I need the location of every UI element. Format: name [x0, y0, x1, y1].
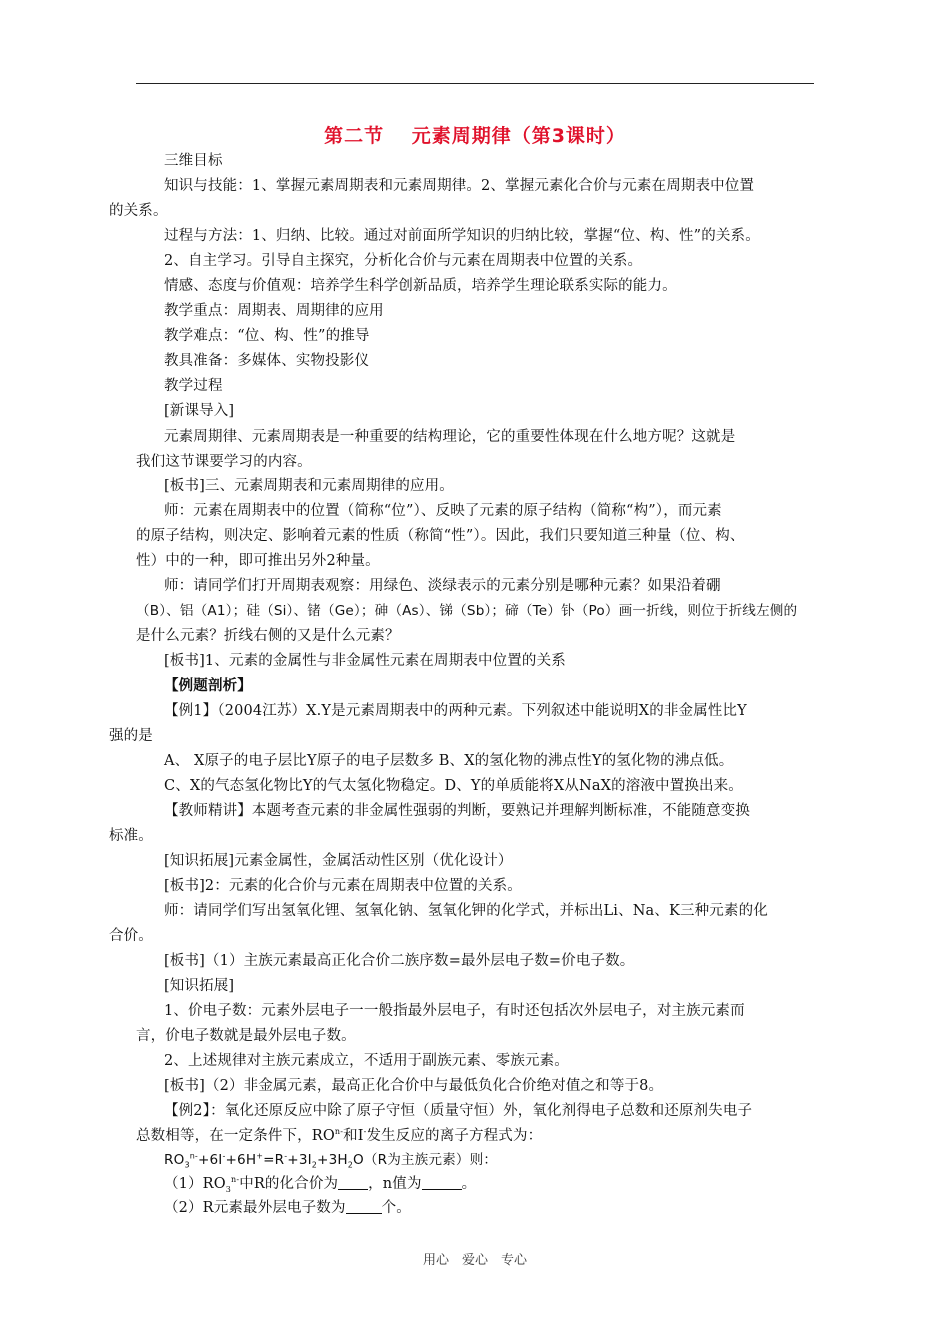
text-line: 过程与方法：1、归纳、比较。通过对前面所学知识的归纳比较，掌握“位、构、性”的关系。 — [164, 228, 760, 244]
question-line: $(1)RO_3^{n-}$中R的化合价为 ，n值为 。 — [164, 1175, 477, 1194]
answer-blank[interactable] — [422, 1175, 462, 1190]
question-line: （2）R元素最外层电子数为 个。 — [164, 1200, 411, 1216]
text-line: 我们这节课要学习的内容。 — [136, 454, 312, 470]
text-line: 【例1】（2004江苏）X.Y是元素周期表中的两种元素。下列叙述中能说明X的非金属性比Y — [164, 703, 747, 719]
text-line: [板书]2：元素的化合价与元素在周期表中位置的关系。 — [164, 878, 522, 894]
text-line: 【例2】：氧化还原反应中除了原子守恒（质量守恒）外，氧化剂得电子总数和还原剂失电子 — [164, 1103, 753, 1119]
text-line: 的原子结构，则决定、影响着元素的性质（称简“性”）。因此，我们只要知道三种量（位、构、 — [136, 528, 745, 544]
text-line: 的关系。 — [109, 203, 168, 219]
text-line: 元素周期律、元素周期表是一种重要的结构理论，它的重要性体现在什么地方呢？这就是 — [164, 429, 736, 445]
header-rule — [136, 83, 814, 84]
equation-line: $RO_3^{n-}+6I^-+6H^+=R^-+3I_2+3H_2O(R$为主族元素）则： — [164, 1151, 498, 1170]
text-line: 教具准备：多媒体、实物投影仪 — [164, 353, 370, 369]
text-line: 知识与技能：1、掌握元素周期表和元素周期律。2、掌握元素化合价与元素在周期表中位置 — [164, 178, 755, 194]
text-line: [知识拓展] — [164, 978, 235, 994]
text-line: 教学重点：周期表、周期律的应用 — [164, 303, 384, 319]
text-line: [新课导入] — [164, 403, 235, 419]
text-line: 教学难点：“位、构、性”的推导 — [164, 328, 370, 344]
text-line: 总数相等，在一定条件下，$RO^{n-}$和I-发生反应的离子方程式为： — [136, 1127, 543, 1144]
text-line: 2、自主学习。引导自主探究，分析化合价与元素在周期表中位置的关系。 — [164, 253, 643, 269]
text-line: 师：元素在周期表中的位置（简称“位”）、反映了元素的原子结构（简称“构”），而元素 — [164, 503, 722, 519]
text-line: 【教师精讲】本题考查元素的非金属性强弱的判断，要熟记并理解判断标准，不能随意变换 — [164, 803, 750, 819]
text-line: C、X的气态氢化物比Y的气太氢化物稳定。D、Y的单质能将X从NaX的溶液中置换出来。 — [164, 778, 743, 794]
text-line: 言，价电子数就是最外层电子数。 — [136, 1028, 356, 1044]
text-line: 合价。 — [109, 928, 153, 944]
text-line: 三维目标 — [164, 153, 223, 169]
text-line: 是什么元素？折线右侧的又是什么元素？ — [136, 628, 400, 644]
text-line: 【例题剖析】 — [164, 677, 252, 694]
text-line: 2、上述规律对主族元素成立，不适用于副族元素、零族元素。 — [164, 1053, 569, 1069]
text-line: 教学过程 — [164, 378, 223, 394]
text-line: [板书]（1）主族元素最高正化合价二族序数=最外层电子数=价电子数。 — [164, 953, 635, 969]
text-line: 性）中的一种，即可推出另外2种量。 — [136, 553, 380, 569]
text-line: 情感、态度与价值观：培养学生科学创新品质，培养学生理论联系实际的能力。 — [164, 278, 677, 294]
text-line: [板书]（2）非金属元素，最高正化合价中与最低负化合价绝对值之和等于8。 — [164, 1078, 664, 1094]
page-footer: 用心 爱心 专心 — [422, 1253, 527, 1268]
text-line: 师：请同学们写出氢氧化锂、氢氧化钠、氢氧化钾的化学式，并标出Li、Na、K三种元素的化 — [164, 903, 768, 919]
text-line: [板书]1、元素的金属性与非金属性元素在周期表中位置的关系 — [164, 653, 566, 669]
page-title: 第二节 元素周期律（第3课时） — [324, 125, 626, 147]
answer-blank[interactable] — [338, 1175, 368, 1190]
text-line: [知识拓展]元素金属性，金属活动性区别（优化设计） — [164, 853, 513, 869]
text-line: 师：请同学们打开周期表观察：用绿色、淡绿表示的元素分别是哪种元素？如果沿着硼 — [164, 578, 721, 594]
text-line: A、 X原子的电子层比Y原子的电子层数多 B、X的氢化物的沸点性Y的氢化物的沸点低。 — [164, 753, 734, 769]
text-line: 强的是 — [109, 728, 153, 744]
text-line: （B）、铝（A1）；硅（Si）、锗（Ge）；砷（As）、锑（Sb）；碲（Te）钋（Po）画一折线，则位于折线左侧的 — [136, 603, 798, 619]
text-line: [板书]三、元素周期表和元素周期律的应用。 — [164, 478, 454, 494]
answer-blank[interactable] — [346, 1199, 382, 1214]
text-line: 1、价电子数：元素外层电子一一般指最外层电子，有时还包括次外层电子，对主族元素而 — [164, 1003, 745, 1019]
text-line: 标准。 — [109, 828, 153, 844]
